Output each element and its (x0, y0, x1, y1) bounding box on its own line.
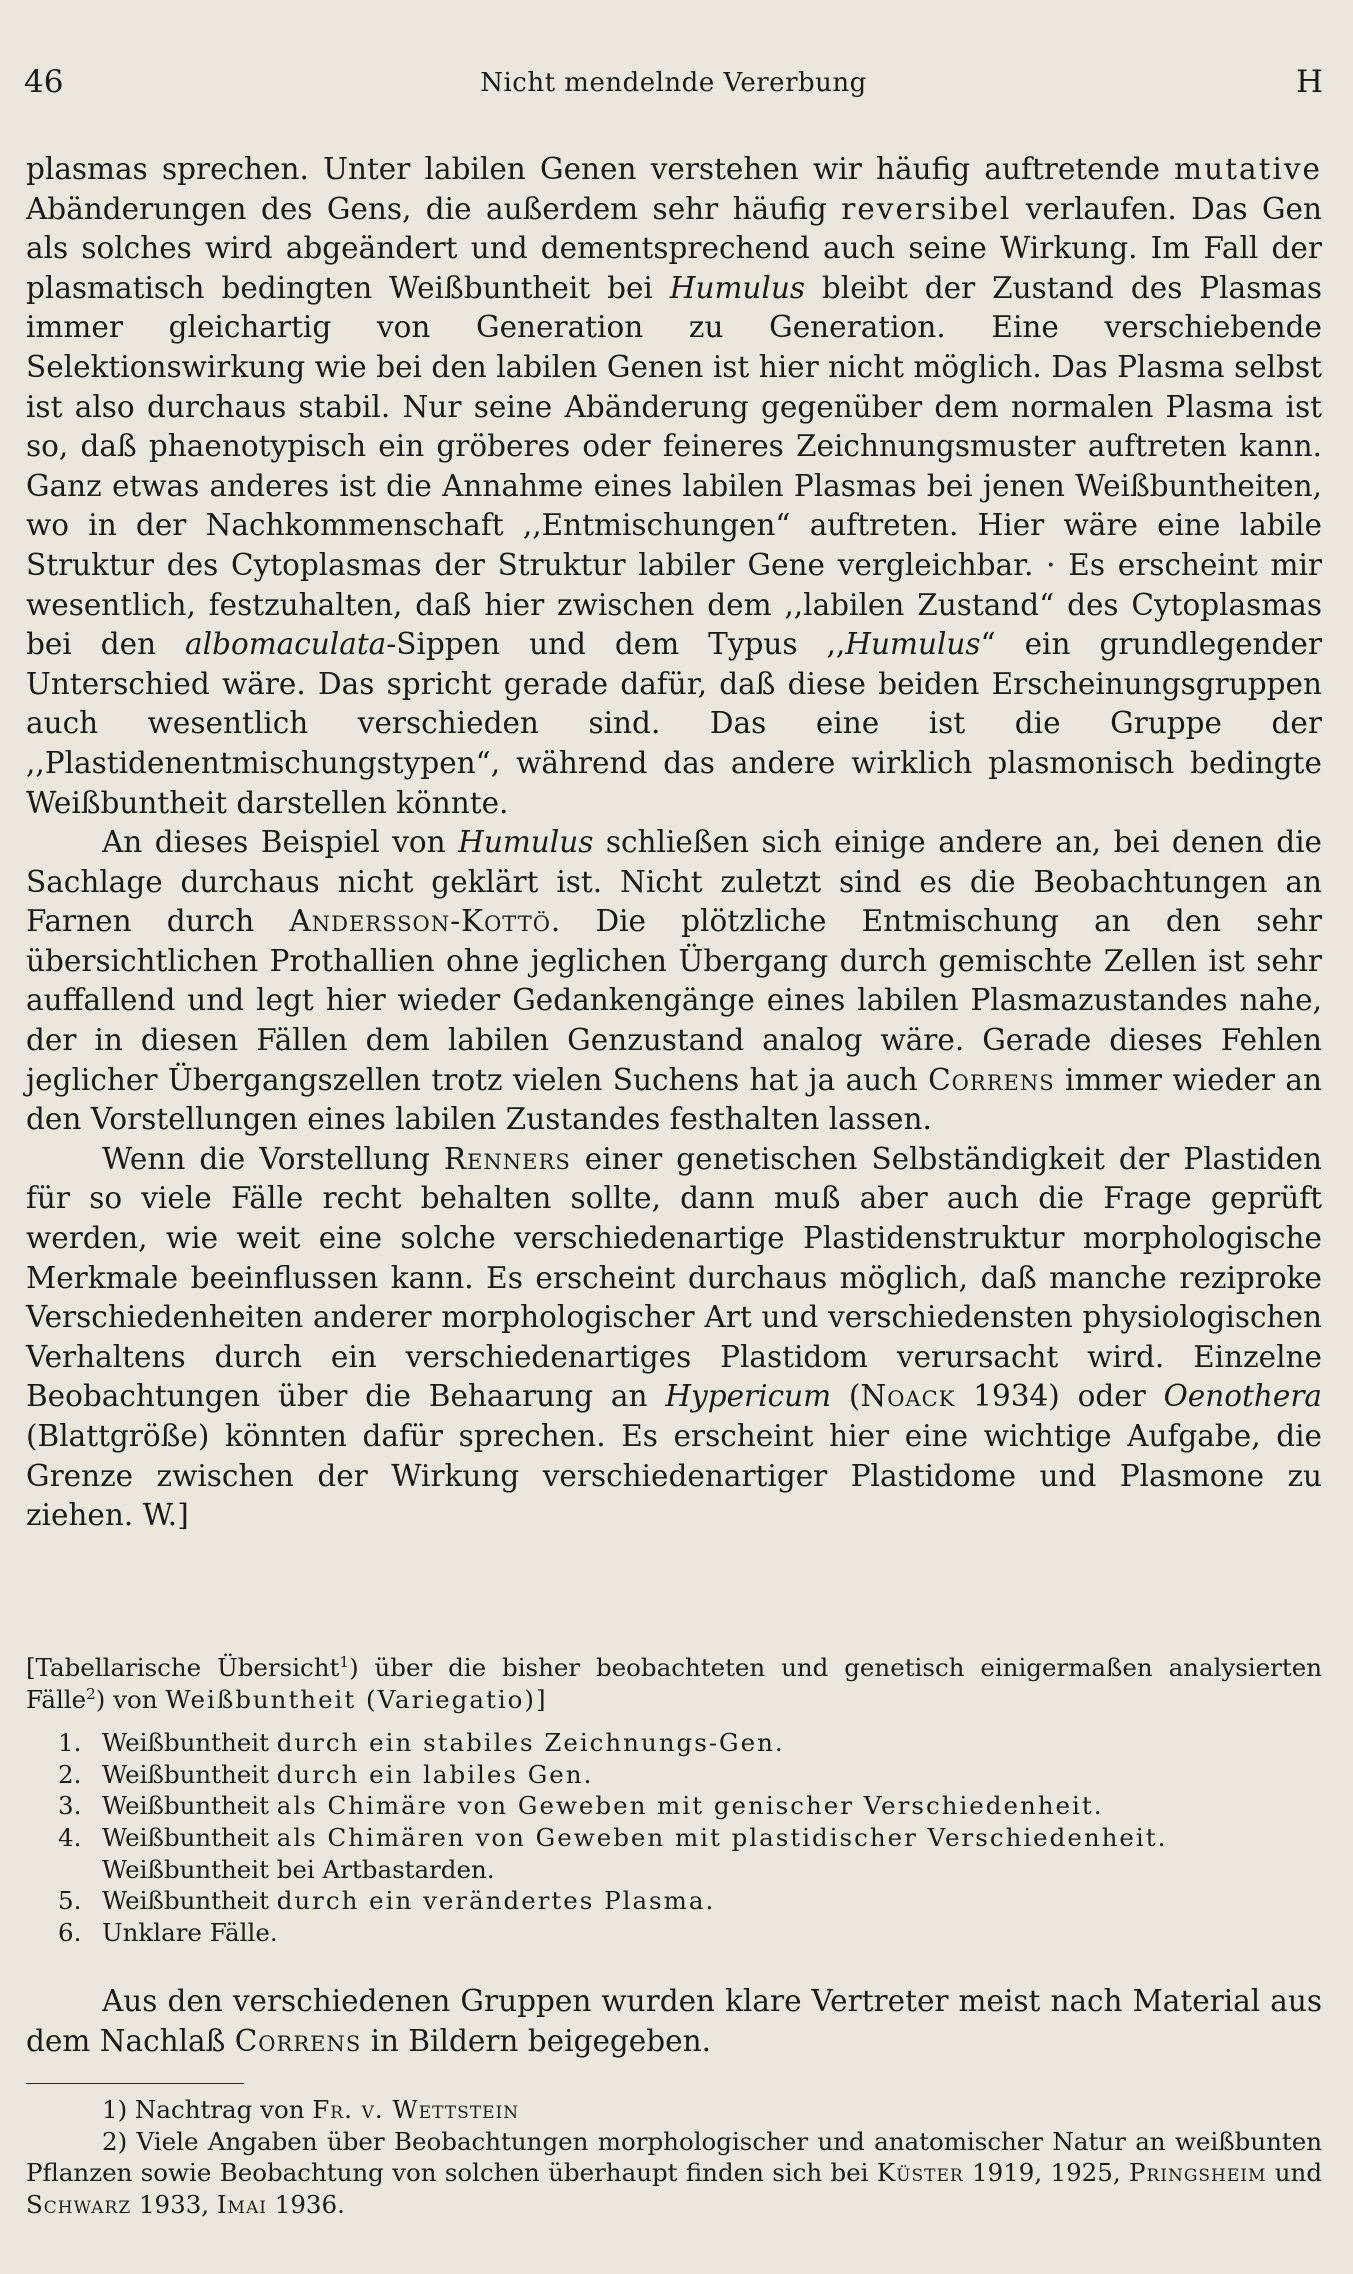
text-run: 1919, 1925, (963, 2158, 1129, 2188)
spaced-term: durch ein verändertes Plasma. (276, 1886, 716, 1916)
paragraph-1 (26, 150, 1322, 823)
text-run: Abänderungen des Gens, die außerdem sehr häufig (26, 191, 842, 226)
text-run: ) von (95, 1684, 166, 1714)
taxon-name: Humulus (845, 627, 981, 662)
summary-list (26, 1727, 1322, 1948)
text-run: Wenn die Vorstellung (102, 1141, 444, 1176)
item-number: 5. (58, 1886, 82, 1916)
spaced-term: mutative (1174, 152, 1322, 186)
text-run: plasmas sprechen. Unter labilen Genen verstehen wir häufig auftretende (26, 152, 1175, 186)
text-run: 1934) oder (955, 1379, 1164, 1414)
list-item (26, 1759, 1322, 1791)
paragraph-4 (26, 1982, 1322, 2061)
text-run: 1) Nachtrag von (102, 2095, 313, 2124)
footnote-2 (26, 2126, 1322, 2221)
item-number: 3. (58, 1791, 82, 1821)
list-item (26, 1790, 1322, 1822)
text-run: Aus den verschiedenen Gruppen wurden klare Vertreter meist nach Material aus dem Nachlaß (26, 1984, 1322, 2058)
text-run: und (1266, 2158, 1322, 2188)
taxon-name: Humulus (458, 825, 594, 860)
taxon-name: Oenothera (1163, 1379, 1323, 1414)
text-run: 1933, (131, 2189, 217, 2219)
summary-table (26, 1652, 1322, 1948)
text-run: bleibt der Zustand des Plasmas immer gleichartig von Generation zu Generation. Eine verschiebende Selektionswirkung wie bei den labilen Genen ist hier nicht möglich. Das Plasma selbst ist also durchaus stabil. Nur seine Abänderung gegenüber dem normalen Plasma ist so, daß phaenotypisch ein gröberes oder feineres Zeichnungsmuster auftreten kann. Ganz etwas anderes ist die Annahme eines labilen Plasmas bei jenen Weißbuntheiten, wo in der Nachkommenschaft ,,Entmischungen“ auftreten. Hier wäre eine labile Struktur des Cytoplasmas der Struktur labiler Gene vergleichbar. · Es erscheint mir wesentlich, festzuhalten, daß hier zwischen dem ,,labilen Zustand“ des Cytoplasmas bei den (26, 270, 1322, 662)
running-header (24, 64, 1323, 114)
author-name: Imai (216, 2189, 267, 2219)
author-name: Schwarz (26, 2189, 132, 2219)
author-name: Küster (876, 2158, 964, 2188)
text-run: Weißbuntheit (102, 1728, 277, 1758)
footnote-ref-1: 1 (339, 1652, 350, 1671)
taxon-name: albomaculata (185, 627, 387, 662)
running-title: Nicht mendelnde Vererbung (480, 68, 867, 98)
footnote-ref-2: 2 (86, 1684, 96, 1703)
main-text (26, 150, 1322, 1536)
text-run: Unklare Fälle. (102, 1917, 278, 1947)
text-run: Weißbuntheit (102, 1759, 277, 1789)
list-item (26, 1822, 1322, 1885)
taxon-name: Hypericum (665, 1379, 832, 1414)
author-name: Noack (860, 1379, 956, 1414)
author-name: Fr. v. Wettstein (312, 2095, 520, 2124)
text-run: Weißbuntheit (102, 1886, 277, 1916)
spaced-term: als Chimäre von Geweben mit genischer Verschiedenheit. (276, 1791, 1104, 1821)
text-run: -Sippen und dem Typus ,, (386, 627, 846, 662)
spaced-term: durch ein labiles Gen. (276, 1759, 594, 1789)
page-number: 46 (24, 64, 64, 100)
text-run: Weißbuntheit (102, 1791, 277, 1821)
text-run: ] (535, 1684, 546, 1714)
author-name: Andersson-Kottö (289, 904, 551, 939)
text-run: in Bildern beigegeben. (361, 2023, 711, 2058)
spaced-term: durch ein stabiles Zeichnungs-Gen. (276, 1728, 785, 1758)
item-continuation: Weißbuntheit bei Artbastarden. (102, 1854, 495, 1884)
text-run: (Blattgröße) könnten dafür sprechen. Es erscheint hier eine wichtige Aufgabe, die Grenze zwischen der Wirkung verschiedenartiger Plastidome und Plasmone zu ziehen. W.] (26, 1419, 1322, 1533)
item-number: 1. (58, 1728, 82, 1758)
text-run: Weißbuntheit (102, 1822, 277, 1852)
text-run: einer genetischen Selbständigkeit der Plastiden für so viele Fälle recht behalten sollte, dann muß aber auch die Frage geprüft werden, wie weit eine solche verschiedenartige Plastidenstruktur morphologische Merkmale beeinflussen kann. Es erscheint durchaus möglich, daß manche reziproke Verschiedenheiten anderer morphologischer Art und verschiedensten physiologischen Verhaltens durch ein verschiedenartiges Plastidom verursacht wird. Einzelne Beobachtungen über die Behaarung an (26, 1141, 1322, 1414)
author-name: Correns (928, 1062, 1055, 1097)
item-number: 6. (58, 1917, 82, 1947)
list-item (26, 1885, 1322, 1917)
closing-paragraph (26, 1982, 1322, 2061)
footnote-divider (26, 2083, 244, 2084)
paragraph-2 (26, 823, 1322, 1140)
text-run: ) über die bisher beobachteten und genetisch einigermaßen analysierten Fälle (26, 1653, 1322, 1714)
spaced-term: als Chimären von Geweben mit plastidischer Verschiedenheit. (276, 1822, 1168, 1852)
text-run: immer wieder an den Vorstellungen eines labilen Zustandes festhalten lassen. (26, 1062, 1322, 1137)
text-run: verlaufen. Das Gen als solches wird abgeändert und dementsprechend auch seine Wirkung. Im Fall der plasmatisch bedingten Weißbuntheit bei (26, 191, 1322, 305)
author-name: Correns (234, 2023, 362, 2058)
taxon-name: Humulus (669, 270, 806, 305)
paragraph-3 (26, 1140, 1322, 1536)
text-run: 2) Viele Angaben über Beobachtungen morphologischer und anatomischer Natur an weißbunten Pflanzen sowie Beobachtung von solchen überhaupt finden sich bei (26, 2126, 1322, 2188)
text-run: [Tabellarische Übersicht (26, 1653, 340, 1682)
text-run: ( (831, 1379, 861, 1414)
text-run: “ ein grundlegender Unterschied wäre. Das spricht gerade dafür, daß diese beiden Erscheinungsgruppen auch wesentlich verschieden sind. Das eine ist die Gruppe der ,,Plastidenentmischungstypen“, während das andere wirklich plasmonisch bedingte Weißbuntheit darstellen könnte. (26, 627, 1322, 820)
list-item (26, 1917, 1322, 1949)
summary-heading (26, 1652, 1322, 1715)
text-run: 1936. (266, 2189, 345, 2219)
spaced-term: reversibel (841, 191, 1012, 226)
section-letter: H (1295, 64, 1323, 100)
footnote-1 (26, 2094, 1322, 2126)
item-number: 2. (58, 1759, 82, 1789)
author-name: Renners (443, 1141, 571, 1176)
list-item (26, 1727, 1322, 1759)
text-run: An dieses Beispiel von (102, 825, 459, 860)
item-number: 4. (58, 1822, 82, 1852)
footnotes (26, 2094, 1322, 2220)
author-name: Pringsheim (1128, 2158, 1267, 2188)
spaced-term: Weißbuntheit (Variegatio) (165, 1684, 536, 1714)
text-run: schließen sich einige andere an, bei denen die Sachlage durchaus nicht geklärt ist. Nicht zuletzt sind es die Beobachtungen an Farnen durch (26, 825, 1322, 939)
text-run: . Die plötzliche Entmischung an den sehr übersichtlichen Prothallien ohne jeglichen Übergang durch gemischte Zellen ist sehr auffallend und legt hier wieder Gedankengänge eines labilen Plasmazustandes nahe, der in diesen Fällen dem labilen Genzustand analog wäre. Gerade dieses Fehlen jeglicher Übergangszellen trotz vielen Suchens hat ja auch (26, 904, 1323, 1097)
